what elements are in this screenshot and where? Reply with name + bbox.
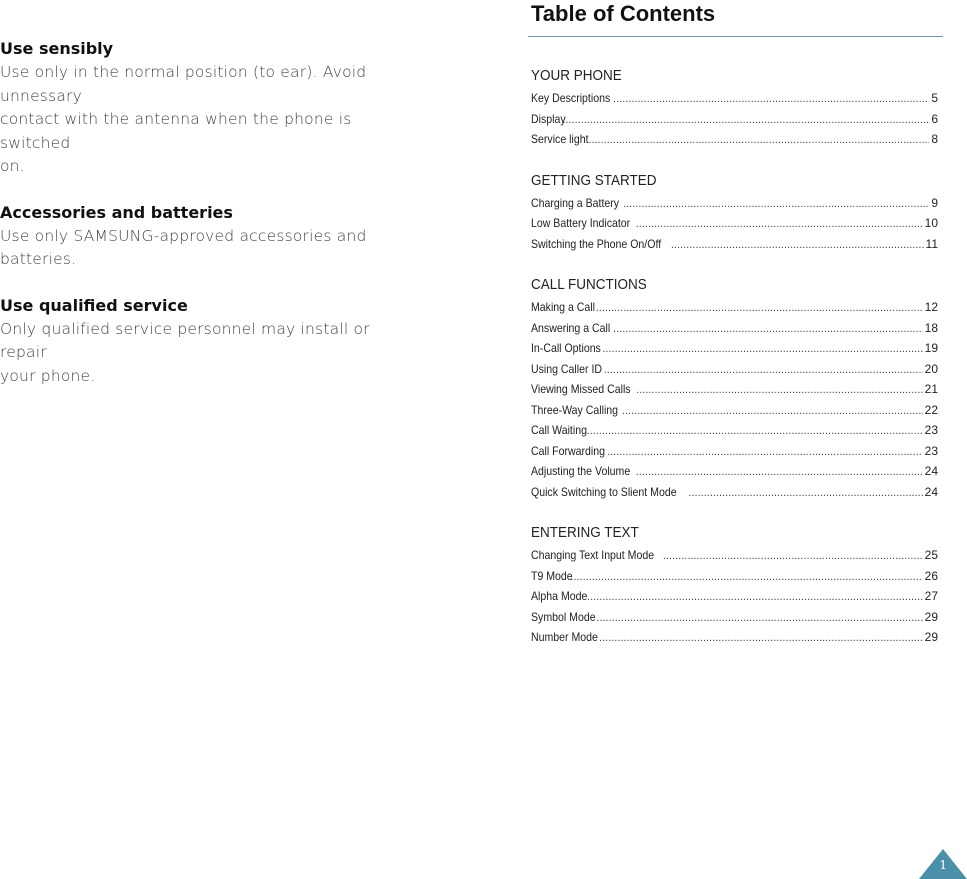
toc-entry[interactable] xyxy=(531,379,938,400)
toc-entry-label: Service light xyxy=(531,132,589,146)
toc-entry[interactable] xyxy=(531,318,938,339)
toc-entry[interactable] xyxy=(531,297,938,318)
section-line: contact with the antenna when the phone is switched xyxy=(0,110,352,152)
toc-entry-page: 6 xyxy=(931,111,938,126)
toc-group-heading: YOUR PHONE xyxy=(531,67,622,84)
toc-entry-label: Switching the Phone On/Off xyxy=(531,236,662,251)
toc-entry-label: Quick Switching to Slient Mode xyxy=(531,484,677,499)
toc-entry[interactable] xyxy=(531,109,938,130)
toc-entry[interactable] xyxy=(531,234,938,255)
toc-leader-dots xyxy=(596,298,923,318)
toc-group-heading: GETTING STARTED xyxy=(531,171,657,189)
toc-entry-page: 24 xyxy=(924,464,938,478)
toc-leader-dots xyxy=(570,567,922,587)
toc-entry[interactable] xyxy=(531,400,938,421)
toc-entry-label: T9 Mode xyxy=(531,568,573,583)
toc-entry-label: Symbol Mode xyxy=(531,609,596,624)
section-qualified-service xyxy=(0,294,420,389)
toc-leader-dots xyxy=(688,483,922,503)
toc-entry-label: Changing Text Input Mode xyxy=(531,548,655,562)
toc-entry-label: Charging a Battery xyxy=(531,195,620,210)
toc-group xyxy=(531,66,938,150)
section-heading: Use sensibly xyxy=(0,39,114,58)
toc-entry-label: Three-Way Calling xyxy=(531,402,619,417)
section-heading: Use qualified service xyxy=(0,295,188,315)
toc-entry[interactable] xyxy=(531,545,938,566)
toc-entry[interactable] xyxy=(531,627,938,648)
toc-entry-label: Call Waiting xyxy=(531,423,587,437)
toc-entry-label: Low Battery Indicator xyxy=(531,216,631,230)
toc-header xyxy=(531,0,943,36)
toc-entry-page: 18 xyxy=(924,320,938,335)
toc-entry-page: 26 xyxy=(924,568,938,583)
toc-entry-label: Alpha Mode xyxy=(531,589,588,603)
page-number: 1 xyxy=(939,858,947,872)
toc-entry-page: 11 xyxy=(925,236,938,251)
toc-entry-page: 29 xyxy=(924,609,938,624)
section-accessories xyxy=(0,201,420,272)
toc-entry[interactable] xyxy=(531,482,938,503)
toc-entry-label: In-Call Options xyxy=(531,341,601,355)
toc-entry-page: 19 xyxy=(924,341,938,355)
toc-entry-label: Answering a Call xyxy=(531,320,611,335)
toc-entry-page: 22 xyxy=(924,402,938,417)
section-line: Only qualified service personnel may install or repair xyxy=(0,319,370,361)
toc-entry[interactable] xyxy=(531,193,938,214)
toc-leader-dots xyxy=(599,628,923,648)
section-line: your phone. xyxy=(0,366,96,385)
toc-entry-page: 29 xyxy=(924,630,938,644)
toc-leader-dots xyxy=(663,546,923,566)
toc-entry-page: 23 xyxy=(924,443,938,458)
toc-leader-dots xyxy=(613,319,923,339)
toc-entry-page: 12 xyxy=(924,300,938,314)
toc-entry[interactable] xyxy=(531,586,938,607)
table-of-contents xyxy=(531,66,938,669)
toc-entry[interactable] xyxy=(531,566,938,587)
toc-entry[interactable] xyxy=(531,338,938,359)
toc-entry-page: 8 xyxy=(931,132,938,146)
toc-entry-page: 23 xyxy=(924,423,938,437)
toc-entry-page: 27 xyxy=(924,589,938,603)
toc-entry[interactable] xyxy=(531,88,938,109)
toc-entry-label: Using Caller ID xyxy=(531,361,603,376)
toc-leader-dots xyxy=(622,401,923,421)
section-line: batteries. xyxy=(0,250,77,268)
toc-entry-page: 25 xyxy=(924,548,938,562)
toc-entry-label: Number Mode xyxy=(531,630,598,644)
toc-entry-page: 10 xyxy=(924,216,938,230)
toc-entry[interactable] xyxy=(531,607,938,628)
toc-entry-label: Making a Call xyxy=(531,300,595,314)
section-line: on. xyxy=(0,157,25,175)
toc-entry[interactable] xyxy=(531,420,938,441)
toc-entry-page: 5 xyxy=(931,91,938,105)
toc-entry-page: 21 xyxy=(924,382,938,396)
toc-entry-page: 24 xyxy=(924,484,938,499)
toc-entry[interactable] xyxy=(531,461,938,482)
toc-leader-dots xyxy=(602,339,922,359)
toc-entry[interactable] xyxy=(531,129,938,150)
toc-entry-label: Key Descriptions xyxy=(531,91,611,105)
section-heading: Accessories and batteries xyxy=(0,202,233,222)
toc-group xyxy=(531,275,938,502)
toc-entry[interactable] xyxy=(531,441,938,462)
toc-group-heading: ENTERING TEXT xyxy=(531,524,639,541)
toc-leader-dots xyxy=(562,110,929,130)
toc-divider xyxy=(528,36,943,37)
toc-entry[interactable] xyxy=(531,213,938,234)
toc-entry-page: 20 xyxy=(924,361,938,376)
toc-title: Table of Contents xyxy=(531,1,716,26)
toc-leader-dots xyxy=(587,587,923,607)
toc-entry-label: Adjusting the Volume xyxy=(531,464,631,478)
toc-entry-label: Call Forwarding xyxy=(531,443,605,458)
toc-leader-dots xyxy=(636,380,922,400)
toc-leader-dots xyxy=(604,360,923,380)
toc-leader-dots xyxy=(623,194,929,214)
section-line: Use only SAMSUNG-approved accessories and xyxy=(0,226,367,245)
toc-group xyxy=(531,523,938,648)
toc-group-heading: CALL FUNCTIONS xyxy=(531,276,647,293)
toc-entry-label: Viewing Missed Calls xyxy=(531,382,631,396)
section-use-sensibly xyxy=(0,37,420,179)
section-line: Use only in the normal position (to ear). Avoid unnessary xyxy=(0,63,367,105)
toc-group xyxy=(531,171,938,255)
toc-leader-dots xyxy=(613,89,929,109)
toc-entry-label: Display xyxy=(531,111,566,126)
toc-leader-dots xyxy=(671,235,924,255)
toc-leader-dots xyxy=(636,462,923,482)
toc-leader-dots xyxy=(587,421,923,441)
toc-leader-dots xyxy=(636,214,923,234)
toc-entry-page: 9 xyxy=(931,195,938,210)
toc-leader-dots xyxy=(607,442,923,462)
safety-notes xyxy=(0,37,420,410)
toc-leader-dots xyxy=(588,130,929,150)
toc-leader-dots xyxy=(596,608,922,628)
toc-entry[interactable] xyxy=(531,359,938,380)
